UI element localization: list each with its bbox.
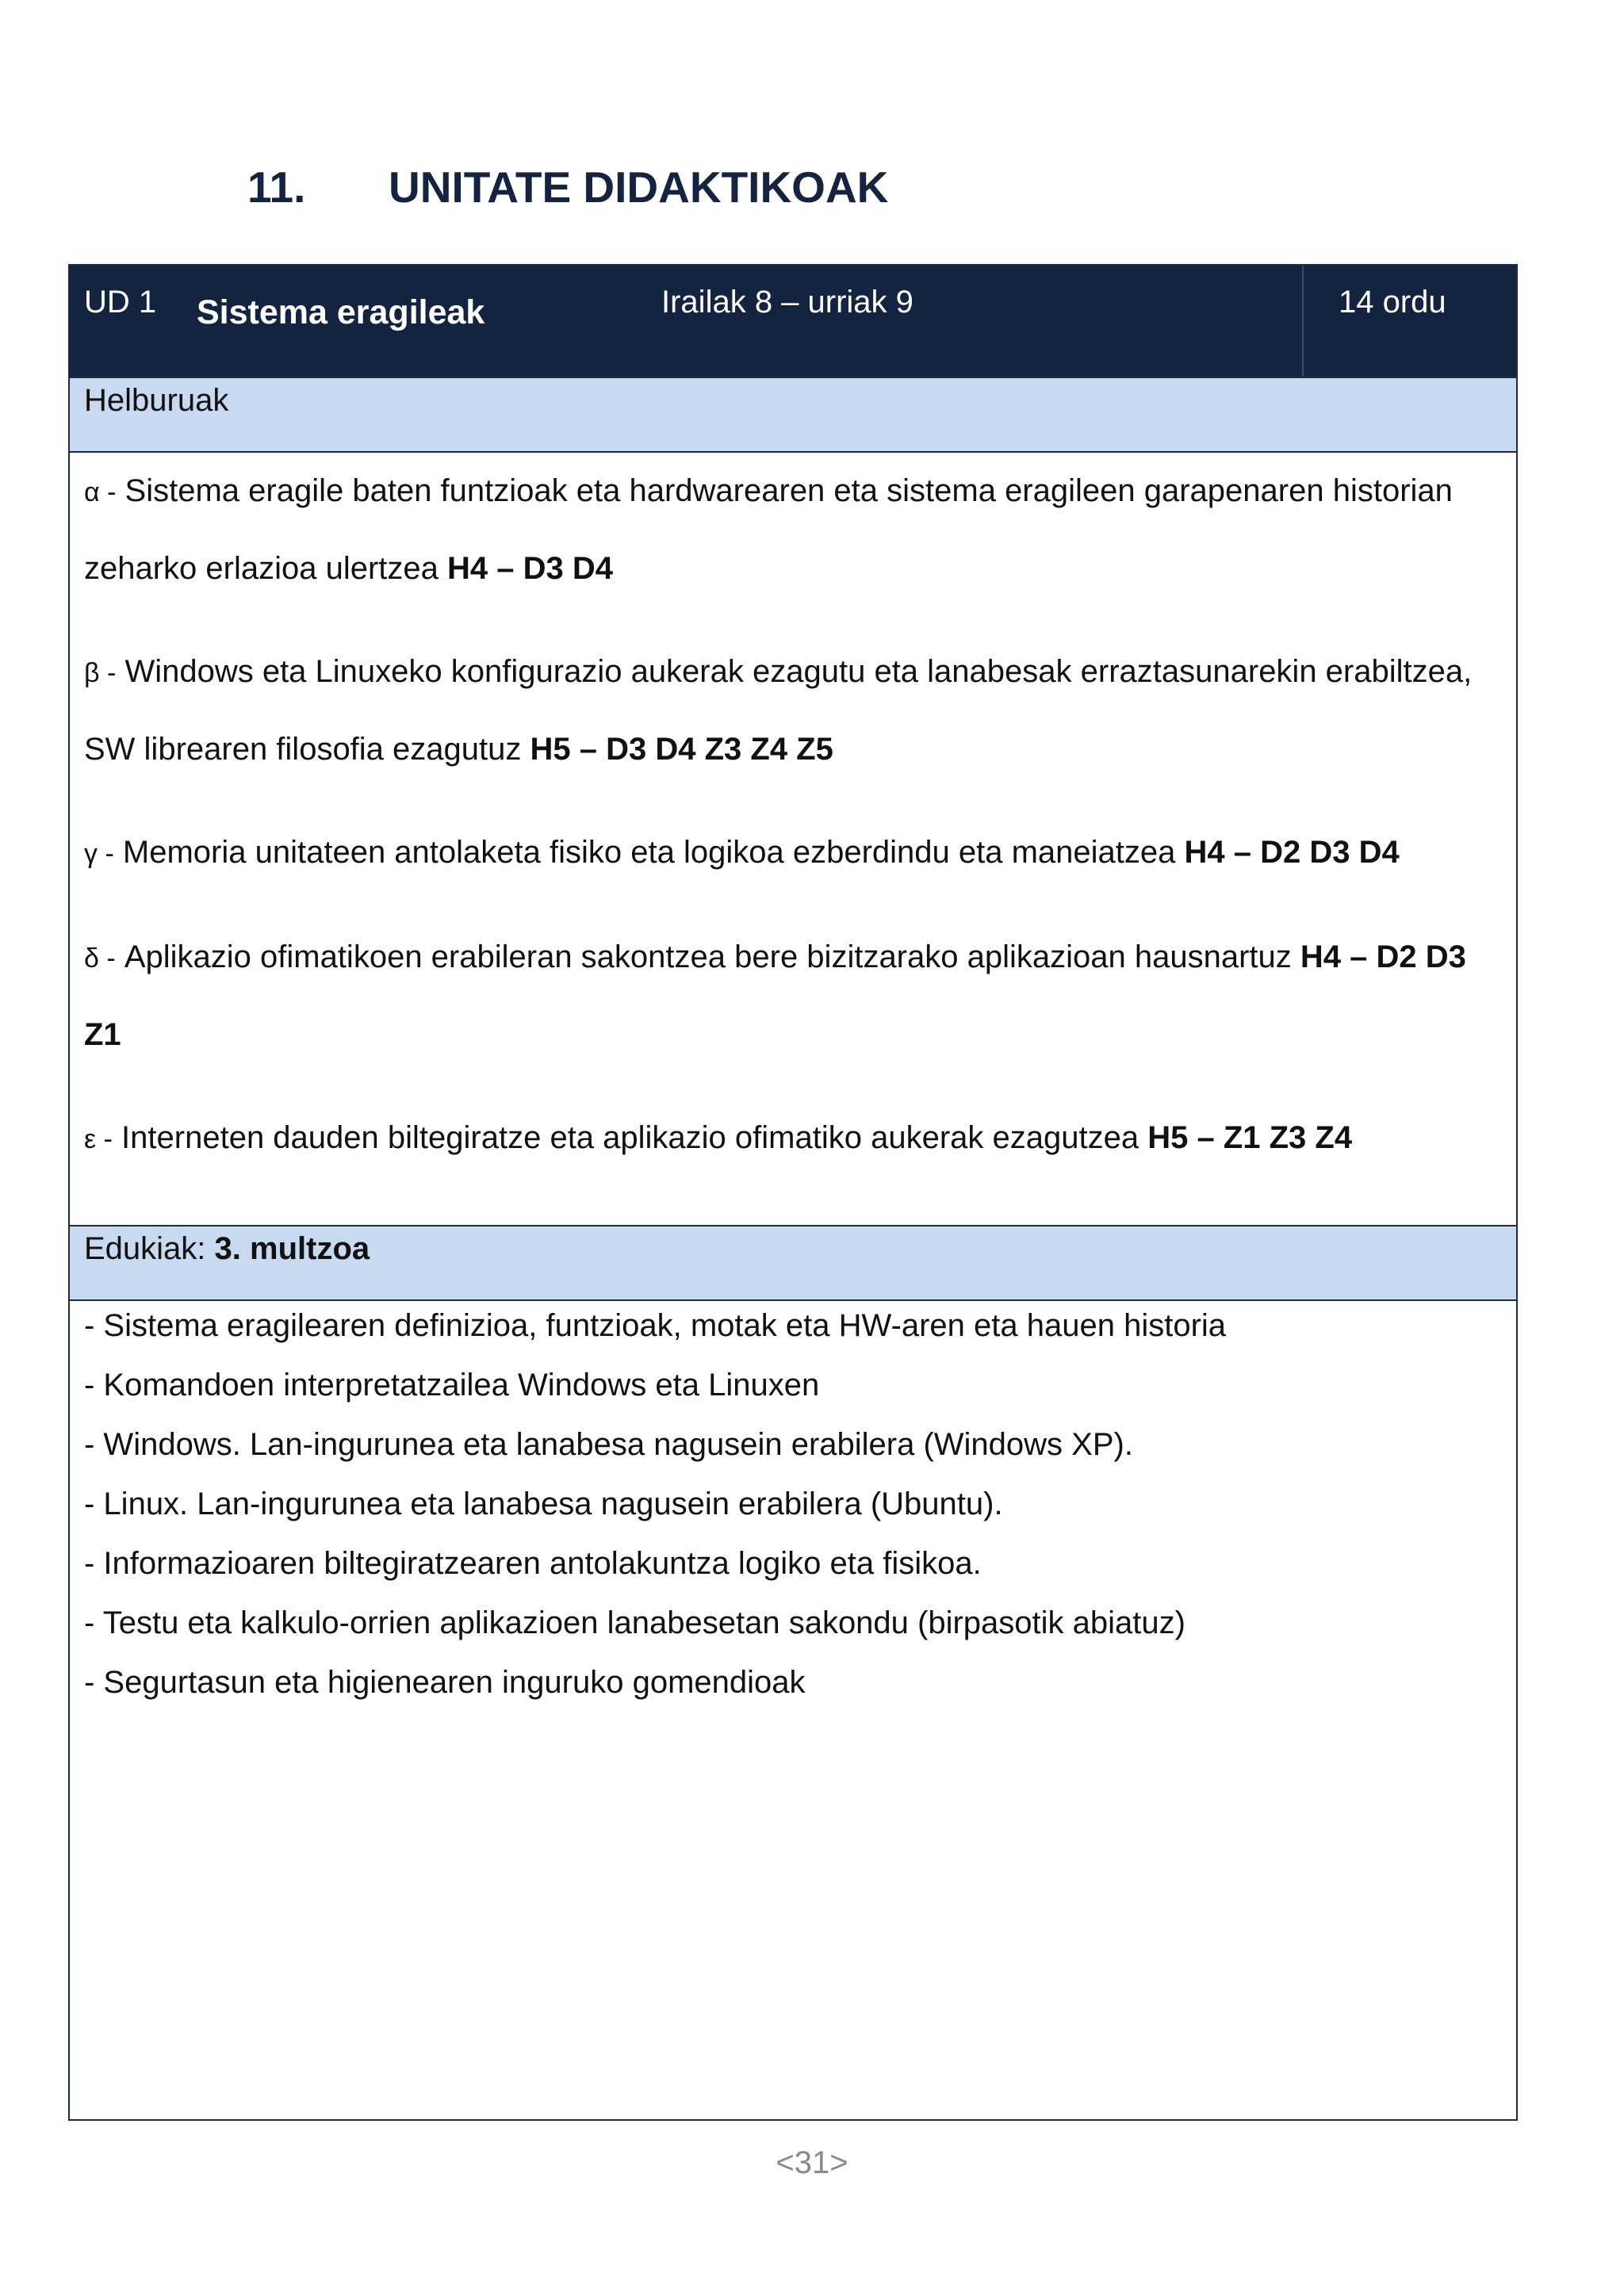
unit-hours: 14 ordu <box>1339 285 1446 320</box>
objectives-label: Helburuak <box>84 383 229 418</box>
objective-codes: H5 – D3 D4 Z3 Z4 Z5 <box>530 732 833 767</box>
unit-title: Sistema eragileak <box>197 293 485 331</box>
contents-label: Edukiak: <box>84 1231 215 1266</box>
objective-codes: H5 – Z1 Z3 Z4 <box>1147 1120 1353 1155</box>
heading-number: 11. <box>247 163 306 212</box>
unit-dates: Irailak 8 – urriak 9 <box>661 285 914 320</box>
header-divider <box>1302 266 1304 377</box>
heading-title: UNITATE DIDAKTIKOAK <box>389 163 889 212</box>
objective-item <box>84 814 1502 892</box>
unit-header <box>70 266 1516 377</box>
contents-block: 3. multzoa <box>214 1231 370 1266</box>
objectives-heading <box>70 377 1516 453</box>
objective-letter: ε - <box>84 1124 113 1154</box>
objective-text: Aplikazio ofimatikoen erabileran sakontzea bere bizitzarako aplikazioan hausnartuz <box>115 939 1300 974</box>
objective-letter: δ - <box>84 943 116 974</box>
objective-text: Windows eta Linuxeko konfigurazio aukerak ezagutu eta lanabesak erraztasunarekin erabiltzea, SW librearen filosofia ezagutuz <box>84 654 1473 767</box>
content-item: - Informazioaren biltegiratzearen antolakuntza logiko eta fisikoa. <box>84 1546 982 1581</box>
content-item: - Komandoen interpretatzailea Windows eta Linuxen <box>84 1368 820 1402</box>
objective-letter: α - <box>84 477 117 507</box>
objective-text: Sistema eragile baten funtzioak eta hardwarearen eta sistema eragileen garapenaren historian zeharko erlazioa ulertzea <box>84 473 1453 586</box>
objective-codes: H4 – D3 D4 <box>447 551 614 586</box>
content-item: - Linux. Lan-ingurunea eta lanabesa nagusein erabilera (Ubuntu). <box>84 1487 1003 1521</box>
objective-item <box>84 1100 1502 1177</box>
contents-list <box>70 1288 1516 2119</box>
page-heading <box>247 162 888 212</box>
objective-letter: γ - <box>84 839 114 869</box>
objective-text: Interneten dauden biltegiratze eta aplikazio ofimatiko aukerak ezagutzea <box>112 1120 1148 1155</box>
unit-code: UD 1 <box>84 285 157 320</box>
objective-letter: β - <box>84 658 117 688</box>
objective-item <box>84 453 1502 607</box>
objective-codes: H4 – D2 D3 Z1 <box>84 939 1466 1052</box>
page-number: <31> <box>776 2145 848 2180</box>
objective-codes: H4 – D2 D3 D4 <box>1184 835 1400 870</box>
content-item: - Sistema eragilearen definizioa, funtzioak, motak eta HW-aren eta hauen historia <box>84 1308 1227 1343</box>
objective-item <box>84 919 1502 1073</box>
content-item: - Windows. Lan-ingurunea eta lanabesa nagusein erabilera (Windows XP). <box>84 1427 1133 1462</box>
objectives-list <box>70 453 1516 1177</box>
content-item: - Testu eta kalkulo-orrien aplikazioen lanabesetan sakondu (birpasotik abiatuz) <box>84 1605 1185 1640</box>
objective-item <box>84 633 1502 787</box>
objective-text: Memoria unitateen antolaketa fisiko eta logikoa ezberdindu eta maneiatzea <box>113 835 1185 870</box>
unit-table <box>68 264 1518 2121</box>
content-item: - Segurtasun eta higienearen inguruko gomendioak <box>84 1665 806 1700</box>
